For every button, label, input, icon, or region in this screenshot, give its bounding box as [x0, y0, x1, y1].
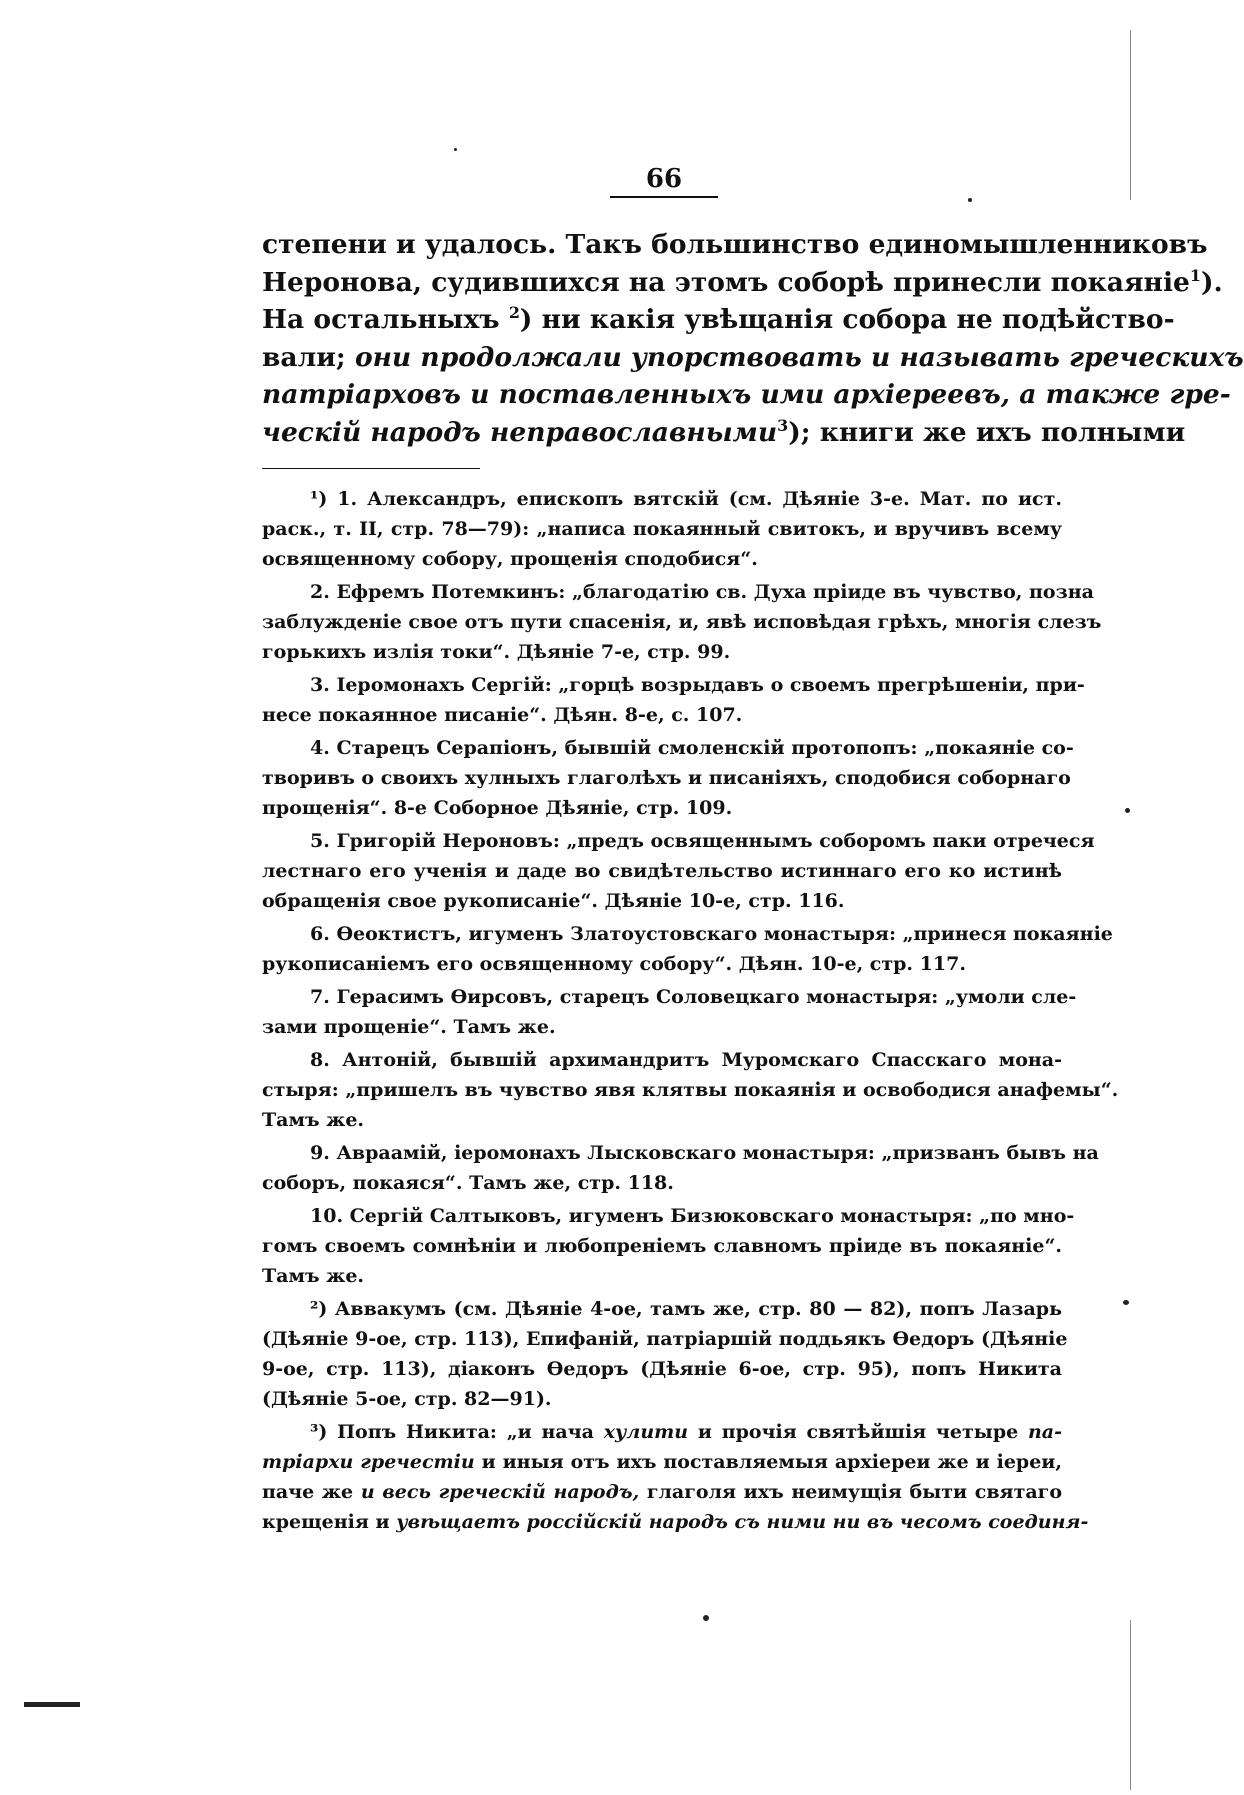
- footnote-marker: ¹): [310, 488, 328, 510]
- footnote-2: ²) Аввакумъ (см. Дѣяніе 4-ое, тамъ же, стр. 80 — 82), попъ Лазарь (Дѣяніе 9-ое, стр. 113), Епифаній, патріаршій поддьякъ Ѳедоръ (Дѣяніе 9-ое, стр. 113), діаконъ Ѳедоръ (Дѣяніе 6-ое, стр. 95), попъ Никита (Дѣяніе 5-ое, стр. 82—91).: [262, 1298, 1068, 1410]
- footnote-item: 8. Антоній, бывшій архимандритъ Муромскаго Спасскаго мона- стыря: „пришелъ въ чувство явя клятвы покаянія и освободися анафемы“. Тамъ же.: [262, 1049, 1119, 1131]
- scan-edge-line: [1130, 1620, 1131, 1790]
- scan-edge-line: [1130, 30, 1131, 200]
- footnote-ref-2: 2: [508, 303, 520, 323]
- footnote-item: 5. Григорій Нероновъ: „предъ освященнымъ соборомъ паки отречеся лестнаго его ученія и даде во свидѣтельство истиннаго его ко истинѣ обращенія свое рукописаніе“. Дѣяніе 10-е, стр. 116.: [262, 830, 1095, 912]
- scan-speck: [703, 1615, 709, 1621]
- footnote-item: 6. Ѳеоктистъ, игуменъ Златоустовскаго монастыря: „принеся покаяніе рукописаніемъ его освященному собору“. Дѣян. 10-е, стр. 117.: [262, 923, 1113, 975]
- scan-speck: [968, 198, 972, 202]
- scan-speck: [1125, 808, 1130, 813]
- main-line-5: патріарховъ и поставленныхъ ими архіереевъ, а также гре-: [262, 379, 1231, 410]
- main-line-2: Неронова, судившихся на этомъ соборѣ принесли покаяніе$^1$).: [262, 265, 1223, 298]
- footnote-ref-1: 1: [1189, 265, 1201, 285]
- footnote-separator: [262, 468, 480, 469]
- scan-speck: [1123, 1300, 1129, 1305]
- main-line-6: ческій народъ неправославными$^3$); книги же ихъ полными: [262, 415, 1186, 448]
- main-line-3: На остальныхъ $^2$) ни какія увѣщанія собора не подѣйство-: [262, 303, 1175, 335]
- footnote-item: 3. Іеромонахъ Сергій: „горцѣ возрыдавъ о своемъ прегрѣшеніи, при- несе покаянное писаніе“. Дѣян. 8-е, с. 107.: [262, 674, 1085, 726]
- footnote-1: ¹) 1. Александръ, епископъ вятскій (см. Дѣяніе 3-е. Мат. по ист. раск., т. II, стр. 78—79): „написа покаянный свитокъ, и вручивъ всему освященному собору, прощенія сподобися“.: [262, 488, 1062, 570]
- footnote-item: 2. Ефремъ Потемкинъ: „благодатію св. Духа пріиде въ чувство, позна заблужденіе свое отъ пути спасенія, и, явѣ исповѣдая грѣхъ, многія слезъ горькихъ излія токи“. Дѣяніе 7-е, стр. 99.: [262, 581, 1102, 663]
- scan-speck: [454, 148, 457, 151]
- main-line-4: вали; они продолжали упорствовать и называть греческихъ: [262, 341, 1244, 373]
- footnote-marker: ³): [310, 1421, 328, 1443]
- main-line-1: степени и удалось. Такъ большинство единомышленниковъ: [262, 229, 1208, 260]
- footnote-item: 10. Сергій Салтыковъ, игуменъ Бизюковскаго монастыря: „по мно- гомъ своемъ сомнѣніи и любопреніемъ славномъ пріиде въ покаяніе“. Тамъ же.: [262, 1205, 1075, 1287]
- footnote-ref-3: 3: [777, 415, 789, 435]
- footnote-item: 9. Авраамій, іеромонахъ Лысковскаго монастыря: „призванъ бывъ на соборъ, покаяся“. Тамъ же, стр. 118.: [262, 1142, 1099, 1194]
- footnotes: [262, 484, 1119, 1540]
- scan-bleed-mark: [24, 1702, 80, 1707]
- main-text: [262, 226, 1244, 451]
- footnote-3: ³) Попъ Никита: „и нача хулити и прочія святѣйшія четыре па- тріархи гречестіи и иныя отъ ихъ поставляемыя архіереи же и іереи, паче же и весь греческій народъ, глаголя ихъ неимущія быти святаго крещенія и увѣщаетъ россійскій народъ съ ними ни въ чесомъ соединя-: [262, 1421, 1089, 1533]
- footnote-item: 4. Старецъ Серапіонъ, бывшій смоленскій протопопъ: „покаяніе со- творивъ о своихъ хулныхъ глаголѣхъ и писаніяхъ, сподобися соборнаго прощенія“. 8-е Соборное Дѣяніе, стр. 109.: [262, 737, 1074, 819]
- footnote-marker: ²): [310, 1298, 328, 1320]
- page-number: 66: [610, 162, 718, 198]
- footnote-item: 7. Герасимъ Ѳирсовъ, старецъ Соловецкаго монастыря: „умоли сле- зами прощеніе“. Тамъ же.: [262, 986, 1077, 1038]
